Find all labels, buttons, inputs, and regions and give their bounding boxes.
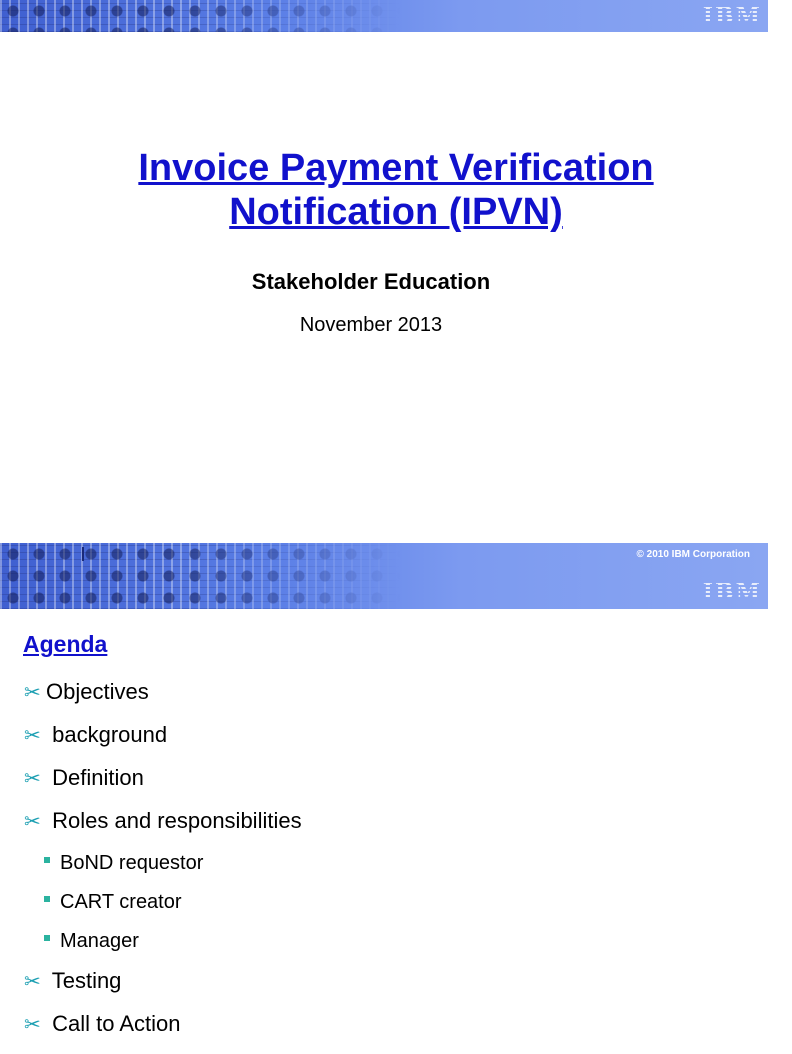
agenda-item-label: Roles and responsibilities bbox=[46, 808, 302, 833]
slide-title-line1: Invoice Payment Verification bbox=[138, 147, 654, 189]
slide-subtitle: Stakeholder Education bbox=[251, 269, 491, 294]
agenda-item bbox=[24, 722, 764, 765]
agenda-item bbox=[24, 968, 764, 1011]
slide-title-line2: Notification (IPVN) bbox=[229, 191, 563, 233]
banner-divider bbox=[82, 547, 84, 561]
scissors-icon: ✂ bbox=[24, 1014, 41, 1036]
ibm-logo: IBM bbox=[702, 579, 762, 605]
agenda-item bbox=[24, 679, 764, 722]
banner-pattern bbox=[0, 543, 400, 609]
agenda-subitem-label: BoND requestor bbox=[60, 852, 204, 874]
agenda-item-label: Call to Action bbox=[46, 1011, 181, 1036]
agenda-item-label: background bbox=[46, 722, 168, 747]
agenda-item-label: Definition bbox=[46, 765, 144, 790]
square-bullet-icon bbox=[44, 857, 50, 863]
scissors-icon: ✂ bbox=[24, 768, 41, 790]
agenda-subitem bbox=[24, 851, 764, 890]
slide-title bbox=[0, 146, 792, 234]
square-bullet-icon bbox=[44, 935, 50, 941]
banner-pattern bbox=[0, 0, 400, 32]
agenda-item-label: Objectives bbox=[46, 679, 149, 704]
slide-date: November 2013 bbox=[299, 314, 443, 336]
agenda-item bbox=[24, 1011, 764, 1054]
header-banner bbox=[0, 0, 768, 32]
agenda-slide bbox=[0, 543, 768, 1036]
square-bullet-icon bbox=[44, 896, 50, 902]
agenda-subitem bbox=[24, 929, 764, 968]
footer-header-banner bbox=[0, 543, 768, 609]
agenda-item bbox=[24, 808, 764, 851]
scissors-icon: ✂ bbox=[24, 725, 41, 747]
agenda-subitem bbox=[24, 890, 764, 929]
scissors-icon: ✂ bbox=[24, 971, 41, 993]
agenda-title: Agenda bbox=[23, 631, 108, 657]
agenda-list bbox=[24, 679, 764, 1054]
agenda-subitem-label: Manager bbox=[60, 930, 139, 952]
scissors-icon: ✂ bbox=[24, 811, 41, 833]
scissors-icon: ✂ bbox=[24, 682, 41, 704]
title-slide bbox=[0, 0, 768, 543]
ibm-logo: IBM bbox=[702, 3, 762, 29]
agenda-subitem-label: CART creator bbox=[60, 891, 182, 913]
agenda-item bbox=[24, 765, 764, 808]
copyright-text: © 2010 IBM Corporation bbox=[636, 549, 750, 560]
agenda-item-label: Testing bbox=[46, 968, 122, 993]
